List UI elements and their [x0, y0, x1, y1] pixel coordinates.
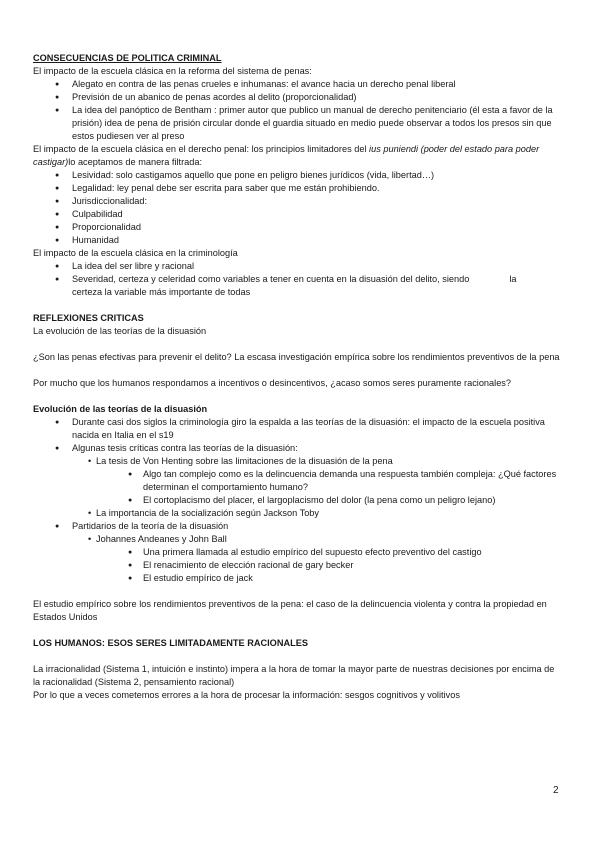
list-item: ● Lesividad: solo castigamos aquello que pone en peligro bienes jurídicos (vida, libertad…): [33, 169, 563, 182]
list-andeanes: [33, 533, 563, 546]
heading-los-humanos: LOS HUMANOS: ESOS SERES LIMITADAMENTE RACIONALES: [33, 638, 308, 648]
paragraph-irracionalidad: La irracionalidad (Sistema 1, intuición e instinto) impera a la hora de tomar la mayor parte de nuestras decisiones por encima de la racionalidad (Sistema 2, pensamiento racional): [33, 664, 555, 687]
heading-evolucion-teorias: Evolución de las teorías de la disuasión: [33, 404, 208, 414]
paragraph-estudio-empirico: El estudio empírico sobre los rendimientos preventivos de la pena: el caso de la delincuencia violenta y contra la propiedad en Estados Unidos: [33, 599, 547, 622]
criminologia-line-c: certeza la variable más importante de todas: [72, 287, 251, 297]
list-andeanes-items: [33, 546, 563, 585]
derecho-text-post: lo aceptamos de manera filtrada:: [68, 157, 203, 167]
list-item: ● La idea del panóptico de Bentham : primer autor que publico un manual de derecho penitenciario (él esta a favor de la prisión) idea de pena de prisión circular donde el guardia situado en medio puede observar a todos los presos sin que estos pudiesen ver al preso: [33, 104, 563, 143]
tesis-criticas-label: Algunas tesis críticas contra las teorías de la disuasión:: [72, 443, 298, 453]
list-sistema-penas: [33, 78, 563, 143]
list-item: • La importancia de la socialización según Jackson Toby: [33, 507, 563, 520]
list-criminologia: [33, 260, 563, 299]
list-item: ● Culpabilidad: [33, 208, 563, 221]
heading-consecuencias: CONSECUENCIAS DE POLITICA CRIMINAL: [33, 53, 222, 63]
criminologia-line-a: Severidad, certeza y celeridad como variables a tener en cuenta en la disuasión del delito, siendo: [72, 274, 470, 284]
list-item: • La tesis de Von Henting sobre las limitaciones de la disuasión de la pena: [33, 455, 563, 468]
list-item: ● Humanidad: [33, 234, 563, 247]
intro-sistema-penas: El impacto de la escuela clásica en la reforma del sistema de penas:: [33, 66, 312, 76]
page-number: 2: [553, 785, 559, 796]
list-item: ● Previsión de un abanico de penas acordes al delito (proporcionalidad): [33, 91, 563, 104]
list-partidarios: [33, 520, 563, 533]
document-page: [33, 52, 563, 702]
list-item: ● Algo tan complejo como es la delincuencia demanda una respuesta también compleja: ¿Qué factores determinan el comportamiento humano?: [33, 468, 563, 494]
list-item: [33, 442, 563, 455]
paragraph-sesgos: Por lo que a veces cometemos errores a la hora de procesar la información: sesgos cognitivos y volitivos: [33, 690, 460, 700]
paragraph-derecho-penal: [33, 143, 563, 169]
list-item: ● Durante casi dos siglos la criminología giro la espalda a las teorías de la disuasión: el impacto de la escuela positiva nacida en Italia en el s19: [33, 416, 563, 442]
list-item: ● Proporcionalidad: [33, 221, 563, 234]
list-item: ● Una primera llamada al estudio empírico del supuesto efecto preventivo del castigo: [33, 546, 563, 559]
list-item: ● Legalidad: ley penal debe ser escrita para saber que me están prohibiendo.: [33, 182, 563, 195]
question-racionales: Por mucho que los humanos respondamos a incentivos o desincentivos, ¿acaso somos seres puramente racionales?: [33, 378, 512, 388]
list-evolucion: [33, 416, 563, 455]
list-item: ● Jurisdiccionalidad:: [33, 195, 563, 208]
derecho-text-pre: El impacto de la escuela clásica en el derecho penal: los principios limitadores del: [33, 144, 370, 154]
list-principios: [33, 169, 563, 247]
list-von-henting: [33, 468, 563, 507]
list-item: ● El estudio empírico de jack: [33, 572, 563, 585]
heading-reflexiones: REFLEXIONES CRITICAS: [33, 313, 144, 323]
list-item: • Johannes Andeanes y John Ball: [33, 533, 563, 546]
ius-puniendi-italic: ius puniendi (poder del estado para poder castigar): [33, 144, 540, 167]
subtitle-evolucion: La evolución de las teorías de la disuasión: [33, 326, 207, 336]
list-item: ● La idea del ser libre y racional: [33, 260, 563, 273]
intro-criminologia: El impacto de la escuela clásica en la criminología: [33, 248, 238, 258]
list-item: ● El renacimiento de elección racional de gary becker: [33, 559, 563, 572]
list-tesis-criticas: [33, 455, 563, 468]
list-socializacion: [33, 507, 563, 520]
list-item: ● El cortoplacismo del placer, el largoplacismo del dolor (la pena como un peligro lejano): [33, 494, 563, 507]
question-penas-efectivas: ¿Son las penas efectivas para prevenir el delito? La escasa investigación empírica sobre los rendimientos preventivos de la pena: [33, 352, 560, 362]
list-item: ● Partidarios de la teoría de la disuasión: [33, 520, 563, 533]
criminologia-line-b: la: [509, 274, 517, 284]
list-item: [33, 273, 563, 299]
list-item: ● Alegato en contra de las penas crueles e inhumanas: el avance hacia un derecho penal liberal: [33, 78, 563, 91]
